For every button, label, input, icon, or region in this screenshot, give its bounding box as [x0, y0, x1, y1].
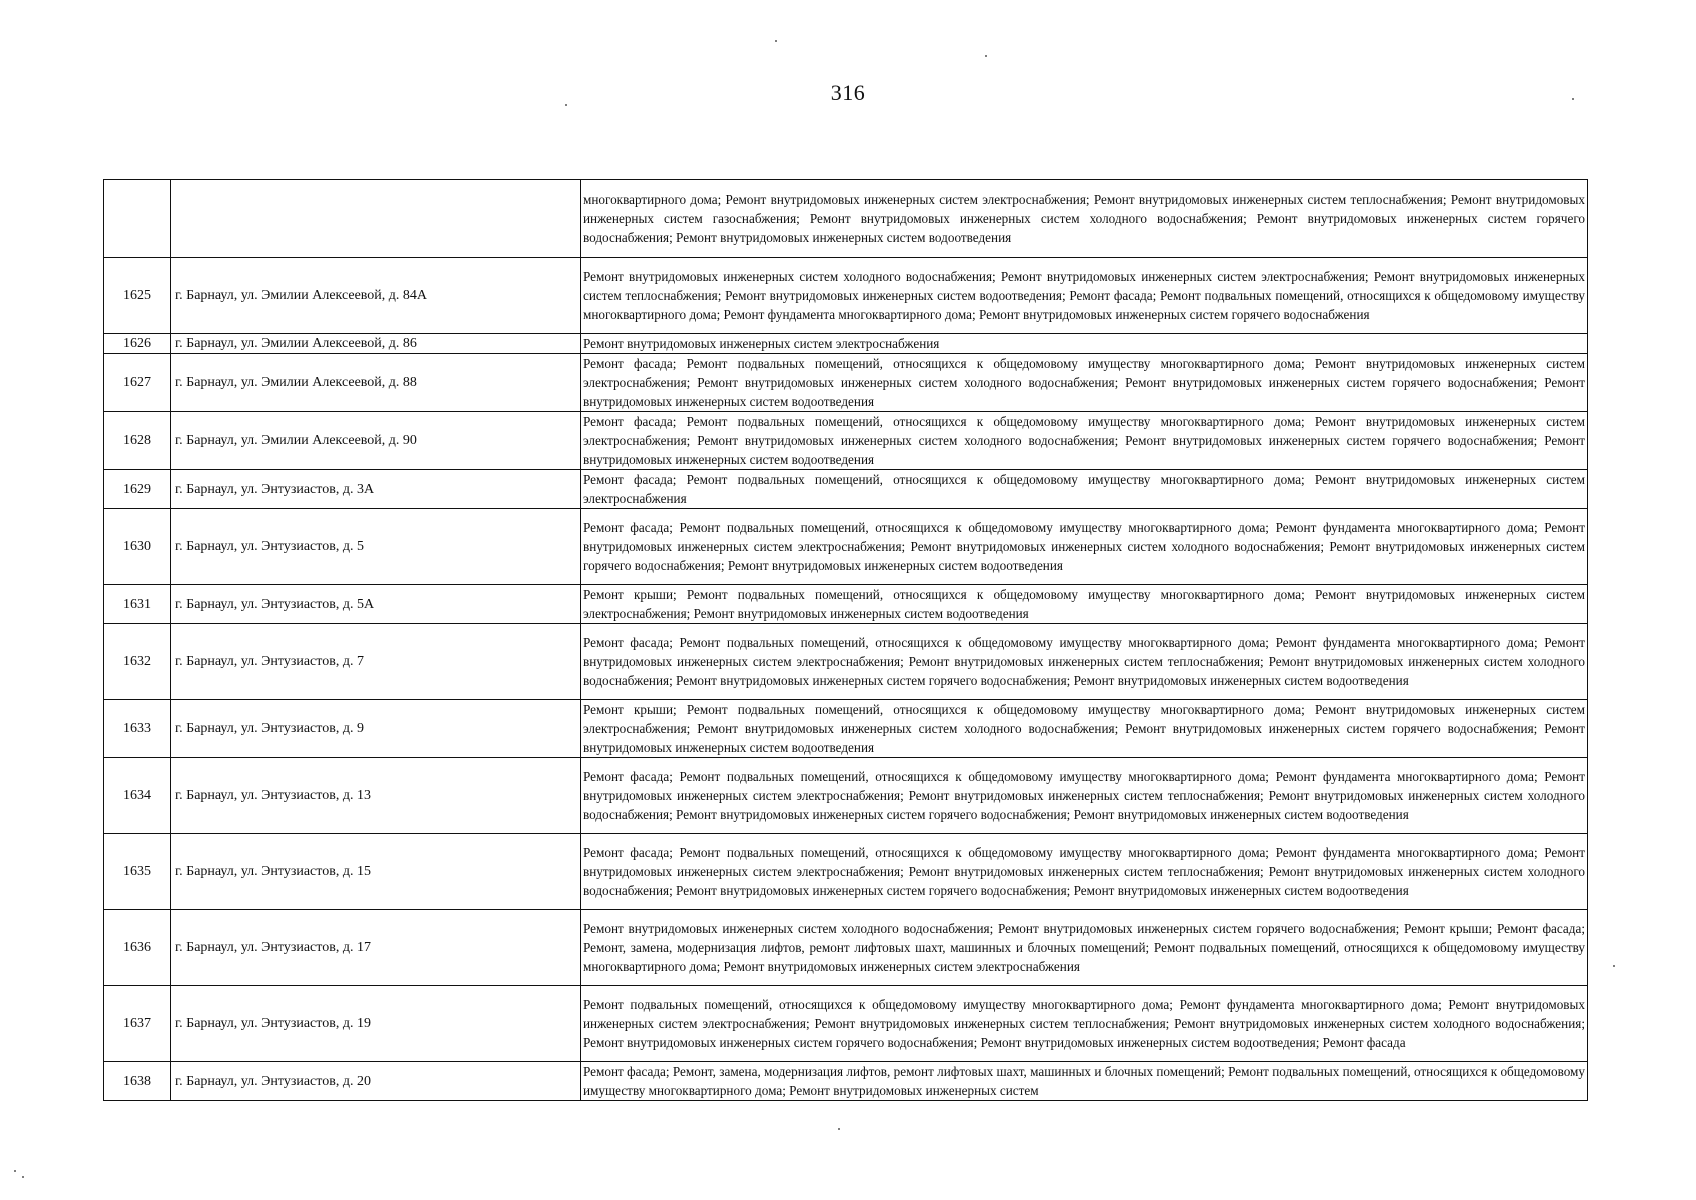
row-works: Ремонт фасада; Ремонт, замена, модернизация лифтов, ремонт лифтовых шахт, машинных и блочных помещений; Ремонт подвальных помещений, относящихся к общедомовому имуществу многоквартирного дома; Ремонт внутридомовых инженерных систем	[581, 1062, 1588, 1101]
row-address: г. Барнаул, ул. Энтузиастов, д. 20	[171, 1062, 581, 1101]
row-address: г. Барнаул, ул. Энтузиастов, д. 13	[171, 758, 581, 834]
table-row	[104, 585, 1588, 624]
table-row	[104, 1062, 1588, 1101]
table-row	[104, 258, 1588, 334]
table-row	[104, 509, 1588, 585]
scan-speck	[1572, 98, 1574, 100]
row-works: Ремонт фасада; Ремонт подвальных помещений, относящихся к общедомовому имуществу многоквартирного дома; Ремонт фундамента многоквартирного дома; Ремонт внутридомовых инженерных систем электроснабжения; Ремонт внутридомовых инженерных систем теплоснабжения; Ремонт внутридомовых инженерных систем холодного водоснабжения; Ремонт внутридомовых инженерных систем горячего водоснабжения; Ремонт внутридомовых инженерных систем водоотведения	[581, 624, 1588, 700]
scan-speck	[14, 1170, 16, 1172]
table-row	[104, 986, 1588, 1062]
scan-speck	[838, 1128, 840, 1130]
table-row	[104, 334, 1588, 354]
table-row	[104, 354, 1588, 412]
row-address: г. Барнаул, ул. Энтузиастов, д. 17	[171, 910, 581, 986]
row-address: г. Барнаул, ул. Энтузиастов, д. 5А	[171, 585, 581, 624]
table-body	[104, 180, 1588, 1101]
row-number: 1635	[104, 834, 171, 910]
row-address: г. Барнаул, ул. Эмилии Алексеевой, д. 88	[171, 354, 581, 412]
buildings-repair-table	[103, 179, 1588, 1101]
row-number: 1628	[104, 412, 171, 470]
row-works: Ремонт крыши; Ремонт подвальных помещений, относящихся к общедомовому имуществу многоквартирного дома; Ремонт внутридомовых инженерных систем электроснабжения; Ремонт внутридомовых инженерных систем холодного водоснабжения; Ремонт внутридомовых инженерных систем горячего водоснабжения; Ремонт внутридомовых инженерных систем водоотведения	[581, 700, 1588, 758]
row-number: 1627	[104, 354, 171, 412]
row-address: г. Барнаул, ул. Энтузиастов, д. 19	[171, 986, 581, 1062]
table-row	[104, 758, 1588, 834]
row-number: 1636	[104, 910, 171, 986]
table-row	[104, 910, 1588, 986]
scan-speck	[985, 55, 987, 57]
row-number: 1634	[104, 758, 171, 834]
scan-speck	[775, 40, 777, 42]
table-row	[104, 412, 1588, 470]
row-number: 1626	[104, 334, 171, 354]
table-row	[104, 180, 1588, 258]
scan-speck	[22, 1176, 24, 1178]
page-number: 316	[830, 80, 866, 105]
row-works: Ремонт крыши; Ремонт подвальных помещений, относящихся к общедомовому имуществу многоквартирного дома; Ремонт внутридомовых инженерных систем электроснабжения; Ремонт внутридомовых инженерных систем водоотведения	[581, 585, 1588, 624]
row-number: 1638	[104, 1062, 171, 1101]
row-works: Ремонт подвальных помещений, относящихся к общедомовому имуществу многоквартирного дома; Ремонт фундамента многоквартирного дома; Ремонт внутридомовых инженерных систем электроснабжения; Ремонт внутридомовых инженерных систем теплоснабжения; Ремонт внутридомовых инженерных систем холодного водоснабжения; Ремонт внутридомовых инженерных систем горячего водоснабжения; Ремонт внутридомовых инженерных систем водоотведения; Ремонт фасада	[581, 986, 1588, 1062]
row-works: Ремонт фасада; Ремонт подвальных помещений, относящихся к общедомовому имуществу многоквартирного дома; Ремонт фундамента многоквартирного дома; Ремонт внутридомовых инженерных систем электроснабжения; Ремонт внутридомовых инженерных систем теплоснабжения; Ремонт внутридомовых инженерных систем холодного водоснабжения; Ремонт внутридомовых инженерных систем горячего водоснабжения; Ремонт внутридомовых инженерных систем водоотведения	[581, 834, 1588, 910]
table-row	[104, 624, 1588, 700]
row-works: Ремонт фасада; Ремонт подвальных помещений, относящихся к общедомовому имуществу многоквартирного дома; Ремонт внутридомовых инженерных систем электроснабжения	[581, 470, 1588, 509]
scan-speck	[1613, 965, 1615, 967]
row-address: г. Барнаул, ул. Энтузиастов, д. 3А	[171, 470, 581, 509]
row-number: 1630	[104, 509, 171, 585]
row-works: Ремонт фасада; Ремонт подвальных помещений, относящихся к общедомовому имуществу многоквартирного дома; Ремонт фундамента многоквартирного дома; Ремонт внутридомовых инженерных систем электроснабжения; Ремонт внутридомовых инженерных систем теплоснабжения; Ремонт внутридомовых инженерных систем холодного водоснабжения; Ремонт внутридомовых инженерных систем горячего водоснабжения; Ремонт внутридомовых инженерных систем водоотведения	[581, 758, 1588, 834]
row-number	[104, 180, 171, 258]
table-row	[104, 470, 1588, 509]
row-number: 1633	[104, 700, 171, 758]
table-row	[104, 834, 1588, 910]
row-number: 1625	[104, 258, 171, 334]
row-number: 1629	[104, 470, 171, 509]
row-works: Ремонт внутридомовых инженерных систем холодного водоснабжения; Ремонт внутридомовых инженерных систем горячего водоснабжения; Ремонт крыши; Ремонт фасада; Ремонт, замена, модернизация лифтов, ремонт лифтовых шахт, машинных и блочных помещений; Ремонт подвальных помещений, относящихся к общедомовому имуществу многоквартирного дома; Ремонт внутридомовых инженерных систем электроснабжения	[581, 910, 1588, 986]
row-address: г. Барнаул, ул. Эмилии Алексеевой, д. 90	[171, 412, 581, 470]
row-address: г. Барнаул, ул. Энтузиастов, д. 7	[171, 624, 581, 700]
table-row	[104, 700, 1588, 758]
row-works: Ремонт внутридомовых инженерных систем холодного водоснабжения; Ремонт внутридомовых инженерных систем электроснабжения; Ремонт внутридомовых инженерных систем теплоснабжения; Ремонт внутридомовых инженерных систем водоотведения; Ремонт фасада; Ремонт подвальных помещений, относящихся к общедомовому имуществу многоквартирного дома; Ремонт фундамента многоквартирного дома; Ремонт внутридомовых инженерных систем горячего водоснабжения	[581, 258, 1588, 334]
scan-speck	[565, 104, 567, 106]
row-number: 1632	[104, 624, 171, 700]
row-works: многоквартирного дома; Ремонт внутридомовых инженерных систем электроснабжения; Ремонт внутридомовых инженерных систем теплоснабжения; Ремонт внутридомовых инженерных систем газоснабжения; Ремонт внутридомовых инженерных систем холодного водоснабжения; Ремонт внутридомовых инженерных систем горячего водоснабжения; Ремонт внутридомовых инженерных систем водоотведения	[581, 180, 1588, 258]
row-address: г. Барнаул, ул. Энтузиастов, д. 9	[171, 700, 581, 758]
row-works: Ремонт фасада; Ремонт подвальных помещений, относящихся к общедомовому имуществу многоквартирного дома; Ремонт внутридомовых инженерных систем электроснабжения; Ремонт внутридомовых инженерных систем холодного водоснабжения; Ремонт внутридомовых инженерных систем горячего водоснабжения; Ремонт внутридомовых инженерных систем водоотведения	[581, 412, 1588, 470]
row-works: Ремонт фасада; Ремонт подвальных помещений, относящихся к общедомовому имуществу многоквартирного дома; Ремонт фундамента многоквартирного дома; Ремонт внутридомовых инженерных систем электроснабжения; Ремонт внутридомовых инженерных систем холодного водоснабжения; Ремонт внутридомовых инженерных систем горячего водоснабжения; Ремонт внутридомовых инженерных систем водоотведения	[581, 509, 1588, 585]
row-address: г. Барнаул, ул. Энтузиастов, д. 15	[171, 834, 581, 910]
row-address: г. Барнаул, ул. Эмилии Алексеевой, д. 86	[171, 334, 581, 354]
row-address: г. Барнаул, ул. Эмилии Алексеевой, д. 84А	[171, 258, 581, 334]
row-works: Ремонт фасада; Ремонт подвальных помещений, относящихся к общедомовому имуществу многоквартирного дома; Ремонт внутридомовых инженерных систем электроснабжения; Ремонт внутридомовых инженерных систем холодного водоснабжения; Ремонт внутридомовых инженерных систем горячего водоснабжения; Ремонт внутридомовых инженерных систем водоотведения	[581, 354, 1588, 412]
row-number: 1637	[104, 986, 171, 1062]
row-number: 1631	[104, 585, 171, 624]
row-works: Ремонт внутридомовых инженерных систем электроснабжения	[581, 334, 1588, 354]
row-address	[171, 180, 581, 258]
row-address: г. Барнаул, ул. Энтузиастов, д. 5	[171, 509, 581, 585]
